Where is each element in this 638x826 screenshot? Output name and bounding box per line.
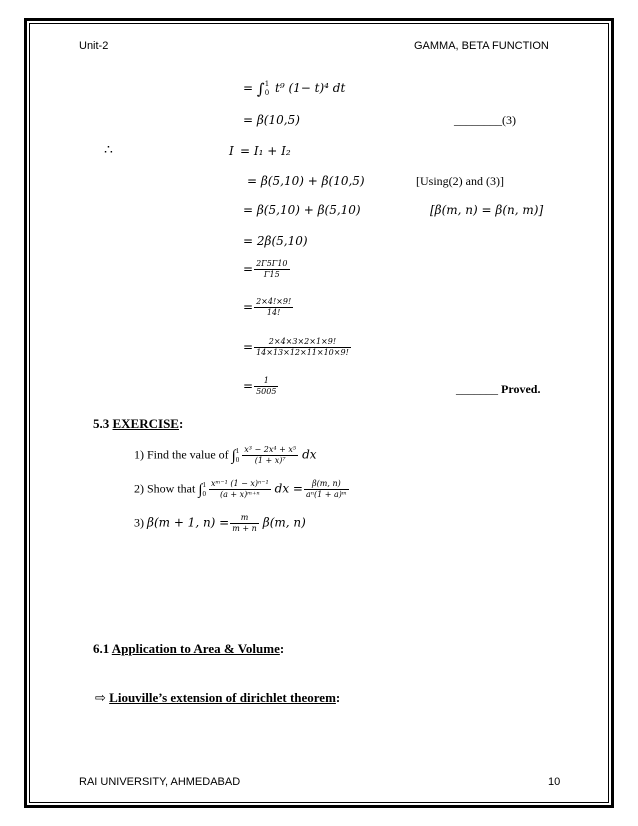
- gamma-fraction-line: = $\frac{2\Gamma 5\Gamma 10}{\Gamma 15}$: [243, 259, 288, 279]
- exercise-q1: 1) Find the value of ∫ 1 0 $\frac{\text{x³ − 2x⁴ + x⁵}}{\text{(1 + x)⁷}}$ dx: [134, 445, 317, 465]
- integral-sign: ∫: [256, 80, 265, 98]
- integral-line: = ∫ 1 0 t⁹ (1− t)⁴ dt: [243, 79, 346, 98]
- result-fraction: $\frac{1}{5005}$: [256, 376, 277, 396]
- factorial-fraction: $\frac{2\times 4!\times 9!}{14!}$: [256, 297, 292, 317]
- header-unit: Unit-2: [79, 40, 109, 52]
- equation-tag-3: ________(3): [454, 113, 516, 127]
- exercise-heading: 5.3 EXERCISE:: [93, 416, 184, 431]
- symmetry-note: [β(m, n) = β(n, m)]: [430, 203, 544, 217]
- therefore-symbol: ∴: [104, 143, 113, 158]
- section-heading: 6.1 Application to Area & Volume:: [93, 641, 285, 656]
- integral-expression: t⁹ (1− t)⁴ dt: [275, 81, 346, 95]
- gamma-fraction: $\frac{2\Gamma 5\Gamma 10}{\Gamma 15}$: [256, 259, 288, 279]
- using-note: [Using(2) and (3)]: [416, 174, 504, 188]
- result-fraction-line: = $\frac{1}{5005}$: [243, 376, 277, 396]
- factorial-fraction-line: = $\frac{2\times 4!\times 9!}{14!}$: [243, 297, 292, 317]
- exercise-q2: 2) Show that ∫ 1 0 $\frac{\text{xᵐ⁻¹ (1 − x)ⁿ⁻¹}}{\text{(a + x)ᵐ⁺ⁿ}}$ dx = $\frac{\beta(m, n)}{\text{aⁿ(1 + a)ᵐ}}$: [134, 479, 347, 499]
- i-lhs: I: [229, 144, 234, 158]
- proved-word: Proved.: [501, 382, 541, 396]
- beta-symmetric-line: = β(5,10) + β(5,10): [243, 203, 361, 217]
- section-subheading: ⇨ Liouville’s extension of dirichlet theorem:: [95, 690, 341, 705]
- exercise-q3: 3) β(m + 1, n) = $\frac{m}{m + n}$ β(m, n): [134, 513, 306, 533]
- expanded-fraction: $\frac{2\times 4\times 3\times 2\times 1\times 9!}{14\times 13\times 12\times 11\times 10\times 9!}$: [256, 337, 349, 357]
- header-topic: GAMMA, BETA FUNCTION: [414, 40, 549, 52]
- arrow-right-icon: ⇨: [95, 690, 106, 705]
- expanded-fraction-line: = $\frac{2\times 4\times 3\times 2\times 1\times 9!}{14\times 13\times 12\times 11\times 10\times 9!}$: [243, 337, 349, 357]
- integral-limits: 1 0: [264, 79, 270, 97]
- footer-university: RAI UNIVERSITY, AHMEDABAD: [79, 776, 241, 788]
- beta-10-5-line: = β(10,5): [243, 113, 300, 127]
- beta-sum-line: = β(5,10) + β(10,5): [247, 174, 365, 188]
- page-border-inner: [29, 23, 609, 803]
- footer-page-number: 10: [548, 776, 561, 788]
- i-sum-line: = I₁ + I₂: [240, 144, 291, 158]
- proved-mark: _______ Proved.: [456, 382, 541, 396]
- two-beta-line: = 2β(5,10): [243, 234, 308, 248]
